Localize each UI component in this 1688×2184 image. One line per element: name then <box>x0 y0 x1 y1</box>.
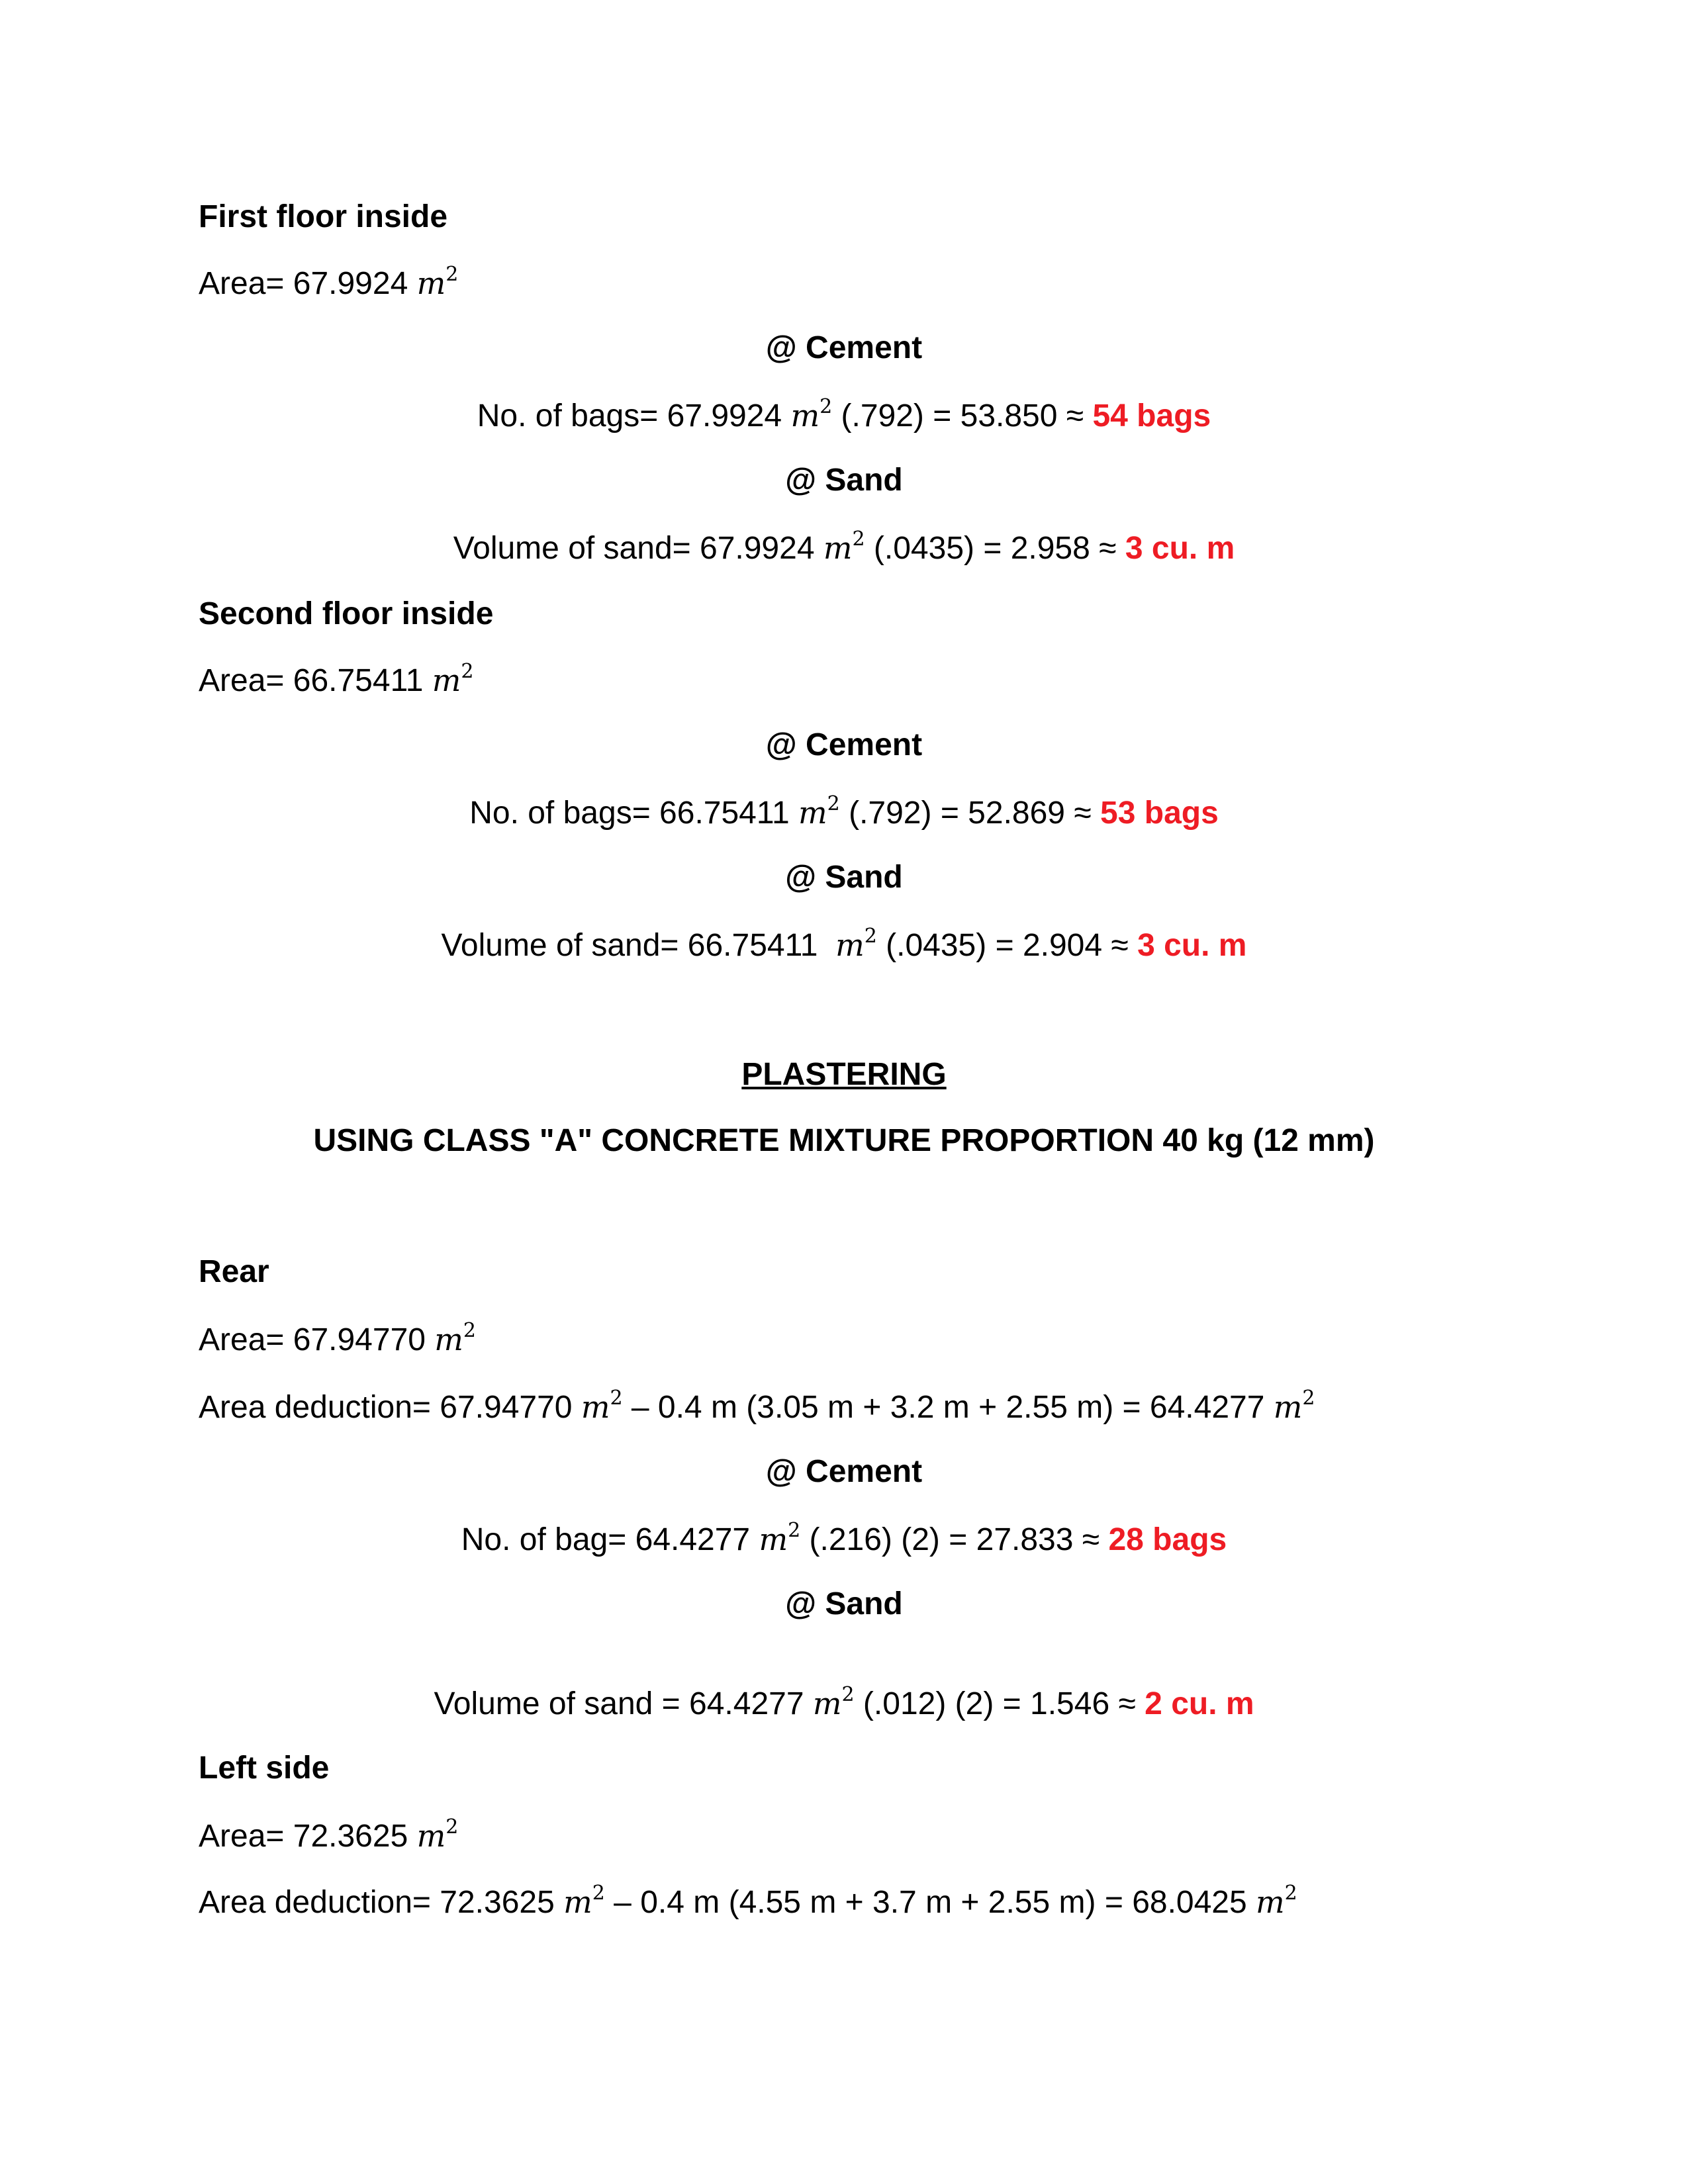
unit-symbol: m <box>563 1884 592 1920</box>
area-line-second-floor <box>199 660 473 701</box>
unit-power: 2 <box>463 1319 477 1342</box>
calc-text-rest: (.0435) = 2.958 ≈ <box>865 531 1125 566</box>
unit-symbol: m <box>798 795 827 831</box>
area-text: Area= 72.3625 <box>199 1819 417 1854</box>
sand-result: 3 cu. m <box>1125 531 1235 566</box>
sand-title-rear: @ Sand <box>785 1586 903 1621</box>
plastering-subtitle: USING CLASS "A" CONCRETE MIXTURE PROPORTION 40 kg (12 mm) <box>313 1123 1375 1158</box>
unit-symbol: m <box>581 1389 610 1425</box>
calc-text: Volume of sand= 66.75411 <box>441 928 836 963</box>
unit-symbol: m <box>1273 1389 1303 1425</box>
unit-symbol: m <box>1256 1884 1285 1920</box>
area-line-left-side <box>199 1816 458 1856</box>
section-heading-rear: Rear <box>199 1254 269 1289</box>
area-text: Area= 66.75411 <box>199 663 432 698</box>
area-text: Area= 67.9924 <box>199 266 417 301</box>
cement-result: 54 bags <box>1092 398 1211 433</box>
area-deduction-rear <box>199 1387 1315 1428</box>
deduction-text-mid: – 0.4 m (4.55 m + 3.7 m + 2.55 m) = 68.0425 <box>604 1885 1256 1920</box>
unit-power: 2 <box>827 792 840 815</box>
unit-power: 2 <box>1302 1387 1315 1410</box>
section-heading-second-floor: Second floor inside <box>199 596 494 631</box>
sand-result: 3 cu. m <box>1137 928 1247 963</box>
deduction-text-mid: – 0.4 m (3.05 m + 3.2 m + 2.55 m) = 64.4277 <box>622 1390 1274 1425</box>
sand-title-second-floor: @ Sand <box>785 860 903 895</box>
unit-power: 2 <box>820 395 833 418</box>
calc-text-rest: (.792) = 53.850 ≈ <box>832 398 1093 433</box>
unit-symbol: m <box>434 1322 463 1357</box>
calc-text-rest: (.0435) = 2.904 ≈ <box>876 928 1138 963</box>
unit-power: 2 <box>445 263 459 286</box>
calc-text-rest: (.216) (2) = 27.833 ≈ <box>800 1522 1109 1557</box>
calc-text-rest: (.792) = 52.869 ≈ <box>839 796 1101 831</box>
cement-calc-rear <box>0 1520 1688 1560</box>
calc-text: No. of bags= 67.9924 <box>477 398 791 433</box>
deduction-text: Area deduction= 67.94770 <box>199 1390 581 1425</box>
calc-text: Volume of sand = 64.4277 <box>434 1686 813 1721</box>
unit-symbol: m <box>835 927 865 963</box>
cement-result: 53 bags <box>1100 796 1219 831</box>
unit-power: 2 <box>841 1683 855 1706</box>
section-heading-first-floor: First floor inside <box>199 199 448 234</box>
unit-symbol: m <box>432 662 461 698</box>
unit-power: 2 <box>788 1519 801 1542</box>
cement-calc-second-floor <box>0 793 1688 833</box>
cement-title-second-floor: @ Cement <box>765 727 923 762</box>
sand-title-first-floor: @ Sand <box>785 463 903 498</box>
unit-symbol: m <box>790 398 820 433</box>
cement-calc-first-floor <box>0 396 1688 436</box>
area-text: Area= 67.94770 <box>199 1322 435 1357</box>
unit-power: 2 <box>592 1882 605 1905</box>
sand-result: 2 cu. m <box>1145 1686 1254 1721</box>
sand-calc-first-floor <box>0 528 1688 569</box>
cement-title-rear: @ Cement <box>765 1454 923 1489</box>
sand-calc-second-floor <box>0 925 1688 966</box>
cement-result: 28 bags <box>1108 1522 1227 1557</box>
calc-text-rest: (.012) (2) = 1.546 ≈ <box>854 1686 1145 1721</box>
area-line-rear <box>199 1320 476 1360</box>
unit-power: 2 <box>445 1815 459 1839</box>
unit-symbol: m <box>416 265 446 301</box>
unit-symbol: m <box>759 1522 788 1557</box>
unit-symbol: m <box>823 530 853 566</box>
calc-text: No. of bags= 66.75411 <box>469 796 799 831</box>
area-deduction-left-side <box>199 1882 1297 1923</box>
unit-power: 2 <box>852 527 865 551</box>
unit-power: 2 <box>461 660 474 683</box>
unit-power: 2 <box>864 925 877 948</box>
calc-text: No. of bag= 64.4277 <box>461 1522 759 1557</box>
cement-title-first-floor: @ Cement <box>765 330 923 365</box>
deduction-text: Area deduction= 72.3625 <box>199 1885 564 1920</box>
unit-symbol: m <box>416 1818 446 1854</box>
section-heading-left-side: Left side <box>199 1751 330 1786</box>
unit-power: 2 <box>610 1387 623 1410</box>
unit-symbol: m <box>812 1686 842 1721</box>
area-line-first-floor <box>199 263 458 304</box>
unit-power: 2 <box>1284 1882 1297 1905</box>
calc-text: Volume of sand= 67.9924 <box>453 531 823 566</box>
sand-calc-rear <box>0 1684 1688 1724</box>
plastering-title: PLASTERING <box>741 1057 947 1092</box>
